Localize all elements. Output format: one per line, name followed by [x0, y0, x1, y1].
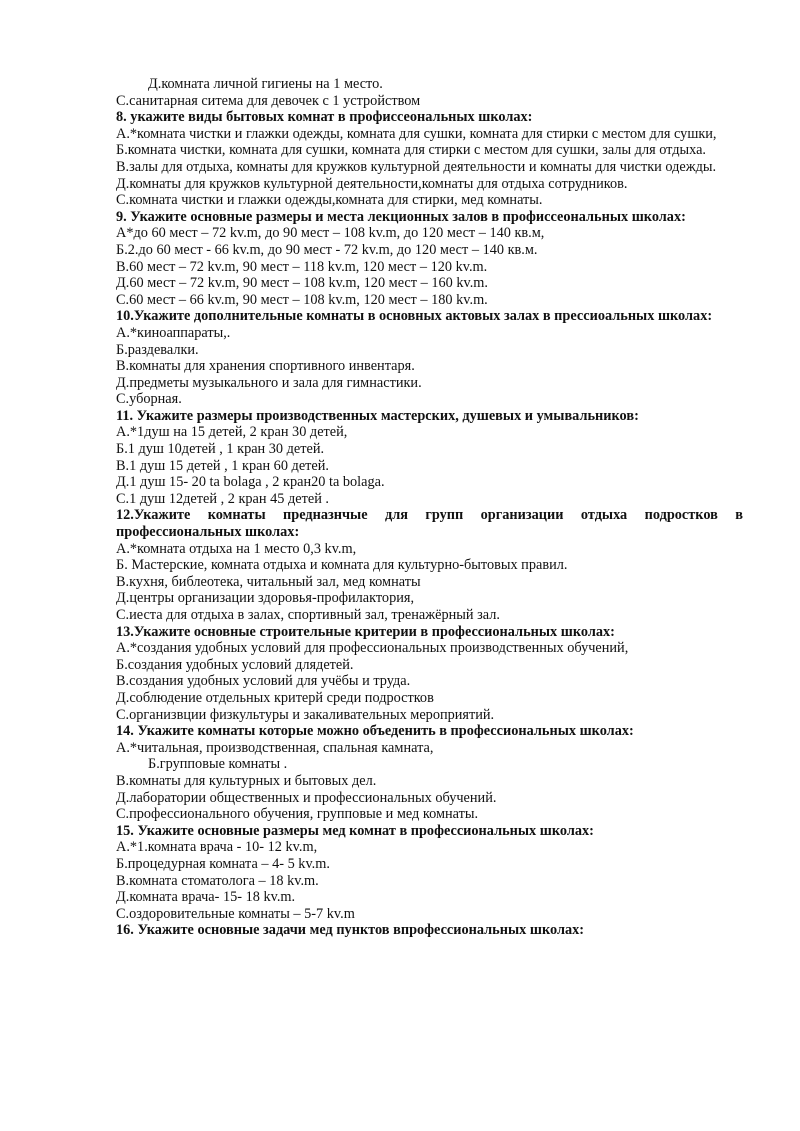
answer-option: Б.комната чистки, комната для сушки, комната для стирки с местом для сушки, залы для отдыха.	[116, 142, 707, 159]
answer-option: Б.процедурная комната – 4- 5 kv.m.	[116, 855, 330, 872]
answer-option: Б.2.до 60 мест - 66 kv.m, до 90 мест - 72 kv.m, до 120 мест – 140 кв.м.	[116, 241, 538, 258]
answer-option: А.*читальная, производственная, спальная камната,	[116, 739, 434, 756]
answer-option: Д.1 душ 15- 20 ta bolaga , 2 кран20 ta bolaga.	[116, 474, 385, 491]
answer-option: С.профессионального обучения, групповые и мед комнаты.	[116, 806, 479, 823]
answer-option: С.уборная.	[116, 391, 182, 408]
answer-option: Д.комната личной гигиены на 1 место.	[148, 76, 383, 92]
question-10: 10.Укажите дополнительные комнаты в основных актовых залах в прессиоальных школах:	[116, 308, 713, 325]
answer-option: В.кухня, библеотека, читальный зал, мед комнаты	[116, 573, 421, 590]
question-8: 8. укажите виды бытовых комнат в профиссеональных школах:	[116, 109, 533, 126]
answer-option: Д.соблюдение отдельных критерй среди подростков	[116, 689, 434, 706]
answer-option: А.*комната чистки и глажки одежды, комната для сушки, комната для стирки с местом для сушки,	[116, 125, 717, 142]
answer-option: А.*1.комната врача - 10- 12 kv.m,	[116, 839, 318, 856]
answer-option: С.оздоровительные комнаты – 5-7 kv.m	[116, 905, 355, 922]
answer-option: Д.предметы музыкального и зала для гимнастики.	[116, 374, 422, 391]
answer-option: Б. Мастерские, комната отдыха и комната для культурно-бытовых правил.	[116, 557, 568, 574]
answer-option: В.создания удобных условий для учёбы и труда.	[116, 673, 411, 690]
answer-option: С.организвции физкультуры и закаливательных мероприятий.	[116, 706, 495, 723]
answer-option: Д.лаборатории общественных и профессиональных обучений.	[116, 789, 497, 806]
answer-option: В.1 душ 15 детей , 1 кран 60 детей.	[116, 457, 329, 474]
answer-option: Б.раздевалки.	[116, 341, 199, 358]
answer-option: А.*киноаппараты,.	[116, 324, 231, 341]
answer-option: С.1 душ 12детей , 2 кран 45 детей .	[116, 490, 329, 507]
answer-option: С.комната чистки и глажки одежды,комната для стирки, мед комнаты.	[116, 192, 543, 209]
question-12: 12.Укажите комнаты предназнчые для групп организации отдыха подростков в профессиональных школах:	[116, 507, 743, 541]
answer-option: В.комнаты для культурных и бытовых дел.	[116, 772, 377, 789]
answer-option: А.*комната отдыха на 1 место 0,3 kv.m,	[116, 540, 357, 557]
answer-option: А.*1душ на 15 детей, 2 кран 30 детей,	[116, 424, 348, 441]
question-11: 11. Укажите размеры производственных мастерских, душевых и умывальников:	[116, 407, 639, 424]
answer-option: Д.комнаты для кружков культурной деятельности,комнаты для отдыха сотрудников.	[116, 175, 628, 192]
answer-option: В.60 мест – 72 kv.m, 90 мест – 118 kv.m, 120 мест – 120 kv.m.	[116, 258, 488, 275]
answer-option: Д.60 мест – 72 kv.m, 90 мест – 108 kv.m, 120 мест – 160 kv.m.	[116, 275, 488, 292]
answer-option: Д.центры организации здоровья-профилактория,	[116, 590, 415, 607]
question-13: 13.Укажите основные строительные критерии в профессиональных школах:	[116, 623, 615, 640]
answer-option: С.санитарная ситема для девочек с 1 устройством	[116, 92, 421, 109]
answer-option: В.залы для отдыха, комнаты для кружков культурной деятельности и комнаты для чистки одежды.	[116, 158, 717, 175]
question-14: 14. Укажите комнаты которые можно объеденить в профессиональных школах:	[116, 723, 634, 740]
answer-option: Д.комната врача- 15- 18 kv.m.	[116, 889, 296, 906]
answer-option: А.*создания удобных условий для профессиональных производственных обучений,	[116, 640, 629, 657]
answer-option: Б.1 душ 10детей , 1 кран 30 детей.	[116, 441, 325, 458]
answer-option: А*до 60 мест – 72 kv.m, до 90 мест – 108 kv.m, до 120 мест – 140 кв.м,	[116, 225, 545, 242]
question-9: 9. Укажите основные размеры и места лекционных залов в профиссеональных школах:	[116, 208, 686, 225]
answer-option: С.60 мест – 66 kv.m, 90 мест – 108 kv.m, 120 мест – 180 kv.m.	[116, 291, 488, 308]
question-15: 15. Укажите основные размеры мед комнат в профессиональных школах:	[116, 822, 594, 839]
document-body	[88, 76, 743, 939]
question-16: 16. Укажите основные задачи мед пунктов впрофессиональных школах:	[116, 922, 585, 939]
answer-option: С.иеста для отдыха в залах, спортивный зал, тренажёрный зал.	[116, 607, 500, 623]
answer-option: Б.групповые комнаты .	[148, 756, 288, 773]
answer-option: Б.создания удобных условий длядетей.	[116, 656, 354, 673]
answer-option: В.комнаты для хранения спортивного инвентаря.	[116, 358, 415, 375]
answer-option: В.комната стоматолога – 18 kv.m.	[116, 872, 319, 889]
